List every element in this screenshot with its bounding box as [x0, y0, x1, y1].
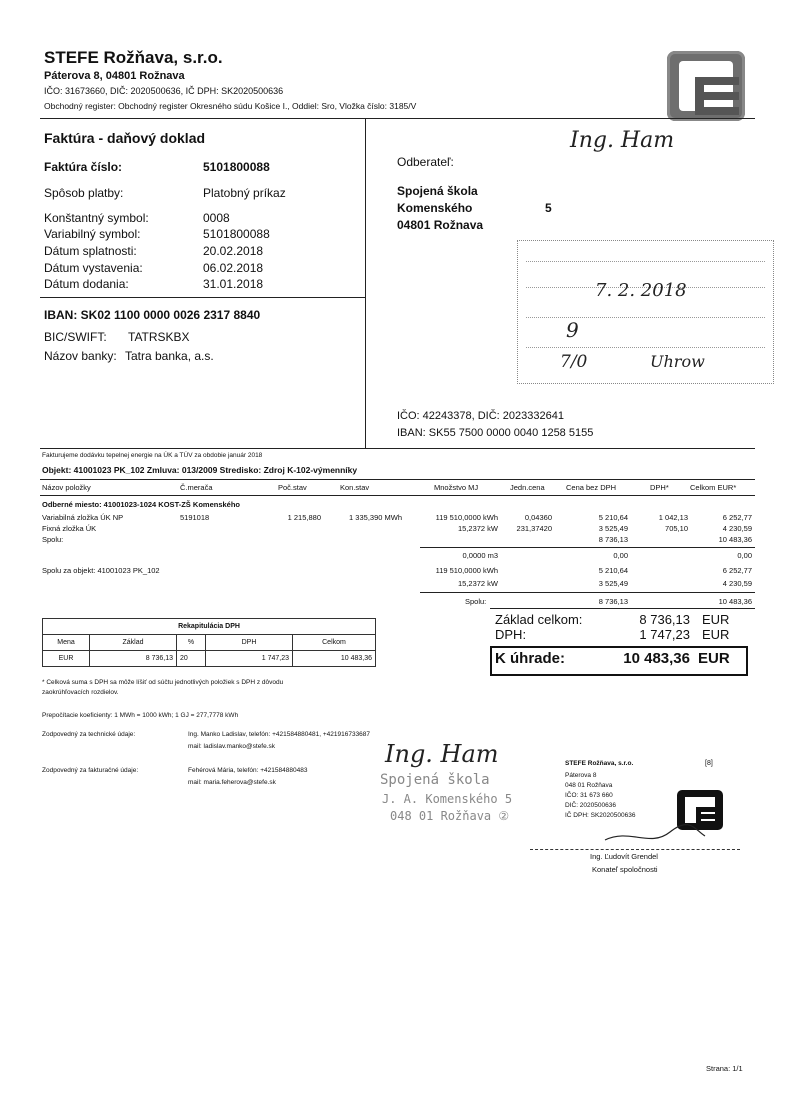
amount-due: 10 483,36: [623, 650, 690, 667]
obj-row-net: 3 525,49: [598, 579, 628, 588]
col-header-total: Celkom EUR*: [690, 483, 737, 492]
handwritten-number: 9: [566, 318, 579, 342]
col-header-name: Názov položky: [42, 483, 91, 492]
const-symbol: 0008: [203, 211, 230, 225]
received-stamp: [517, 240, 774, 384]
row-net: 8 736,13: [598, 535, 628, 544]
bank-value: Tatra banka, a.s.: [125, 349, 214, 363]
amount-due-currency: EUR: [698, 650, 730, 667]
row-net: 3 525,49: [598, 524, 628, 533]
conversion-coefficients: Prepočítacie koeficienty: 1 MWh = 1000 kWh; 1 GJ = 277,7778 kWh: [42, 712, 239, 719]
note-rounding: * Celková suma s DPH sa môže líšiť od súčtu jednotlivých položiek s DPH z dôvodu: [42, 679, 284, 686]
var-symbol-label: Variabilný symbol:: [44, 227, 141, 241]
spolu-label: Spolu:: [465, 597, 487, 606]
tech-contact-label: Zodpovedný za technické údaje:: [42, 731, 136, 738]
customer-iban: IBAN: SK55 7500 0000 0040 1258 5155: [397, 427, 594, 439]
tech-contact-mail: mail: ladislav.manko@stefe.sk: [188, 743, 276, 750]
issue-date: 06.02.2018: [203, 261, 264, 275]
obj-row-net: 5 210,64: [598, 566, 628, 575]
spolu-line: [490, 608, 755, 609]
recap-header-rate: %: [177, 635, 206, 651]
customer-street-number: 5: [545, 201, 552, 215]
section-divider: [40, 448, 755, 449]
company-stamp-number: [8]: [705, 760, 713, 767]
delivery-date-label: Dátum dodania:: [44, 277, 129, 291]
var-symbol: 5101800088: [203, 227, 270, 241]
handwritten-signature-top: Ing. Ham: [570, 128, 675, 153]
supplier-address: Páterova 8, 04801 Rožnava: [44, 70, 185, 82]
recap-title: Rekapitulácia DPH: [43, 619, 376, 635]
delivery-date: 31.01.2018: [203, 277, 264, 291]
base-total-label: Základ celkom:: [495, 612, 583, 627]
stefe-logo: [667, 51, 745, 121]
row-end: 1 335,390 MWh: [349, 513, 402, 522]
due-date-label: Dátum splatnosti:: [44, 244, 137, 258]
supplier-register: Obchodný register: Obchodný register Okresného súdu Košice I., Oddiel: Sro, Vložka číslo: 3185/V: [44, 101, 417, 111]
billing-intro: Fakturujeme dodávku tepelnej energie na ÚK a TÚV za obdobie január 2018: [42, 452, 263, 459]
company-stamp-line-2: Páterova 8: [565, 772, 597, 779]
bic-value: TATRSKBX: [128, 330, 190, 344]
row-name: Fixná zložka ÚK: [42, 524, 97, 533]
recap-header-total: Celkom: [293, 635, 376, 651]
subtotal-line: [420, 547, 755, 548]
recap-base: 8 736,13: [90, 651, 177, 667]
row-unit: 0,04360: [524, 513, 552, 522]
handwritten-code: 7/0: [560, 352, 588, 372]
obj-row-total: 4 230,59: [722, 579, 752, 588]
vat-total-currency: EUR: [702, 627, 730, 642]
obj-row-total: 6 252,77: [722, 566, 752, 575]
customer-label: Odberateľ:: [397, 155, 454, 169]
amount-due-label: K úhrade:: [495, 650, 566, 667]
spolu-total: 10 483,36: [718, 597, 752, 606]
company-stamp-line-1: STEFE Rožňava, s.r.o.: [565, 760, 634, 767]
signature-line: [530, 849, 740, 850]
row-start: 1 215,880: [287, 513, 321, 522]
total-line: [420, 592, 755, 593]
billing-contact-mail: mail: maria.feherova@stefe.sk: [188, 779, 276, 786]
due-date: 20.02.2018: [203, 244, 264, 258]
recap-header-base: Základ: [90, 635, 177, 651]
signatory-signature: [600, 818, 710, 848]
signatory-role: Konateľ spoločnosti: [592, 865, 658, 874]
table-header-line: [40, 495, 755, 496]
recap-rate: 20: [177, 651, 206, 667]
payment-label: Spôsob platby:: [44, 186, 124, 200]
recap-header-currency: Mena: [43, 635, 90, 651]
vertical-divider: [365, 118, 366, 448]
school-stamp-line-3: 048 01 Rožňava ②: [390, 809, 510, 823]
row-qty: 119 510,0000 kWh: [435, 513, 498, 522]
row-name: Spolu:: [42, 535, 64, 544]
const-symbol-label: Konštantný symbol:: [44, 211, 149, 225]
col-header-start: Poč.stav: [278, 483, 307, 492]
school-stamp-line-1: Spojená škola: [380, 772, 490, 788]
row-total: 6 252,77: [722, 513, 752, 522]
row-meter: 5191018: [180, 513, 210, 522]
row-unit: 231,37420: [516, 524, 552, 533]
company-stamp-line-3: 048 01 Rožňava: [565, 782, 613, 789]
row-vat: 705,10: [665, 524, 688, 533]
tech-contact: Ing. Manko Ladislav, telefón: +421584880481, +421916733687: [188, 731, 371, 738]
col-header-vat: DPH*: [650, 483, 669, 492]
recap-header-vat: DPH: [206, 635, 293, 651]
handwritten-signature-bottom: Ing. Ham: [385, 740, 499, 768]
vat-total-label: DPH:: [495, 627, 527, 642]
row-qty: 15,2372 kW: [457, 524, 498, 533]
left-divider: [40, 297, 365, 298]
consumption-place: Odberné miesto: 41001023-1024 KOST-ZŠ Komenského: [42, 500, 240, 509]
signatory-name: Ing. Ľudovít Grendel: [590, 852, 658, 861]
row-net: 5 210,64: [598, 513, 628, 522]
customer-city: 04801 Rožnava: [397, 218, 484, 232]
row-name: Variabilná zložka ÚK NP: [42, 513, 124, 522]
recap-vat: 1 747,23: [206, 651, 293, 667]
school-stamp-line-2: J. A. Komenského 5: [382, 792, 513, 806]
supplier-name: STEFE Rožňava, s.r.o.: [44, 48, 223, 67]
obj-row-qty: 119 510,0000 kWh: [435, 566, 498, 575]
invoice-title: Faktúra - daňový doklad: [44, 130, 206, 146]
customer-ids: IČO: 42243378, DIČ: 2023332641: [397, 410, 564, 422]
recap-total: 10 483,36: [293, 651, 376, 667]
invoice-number: 5101800088: [203, 160, 270, 174]
col-header-qty: Množstvo MJ: [434, 483, 479, 492]
col-header-net: Cena bez DPH: [566, 483, 617, 492]
company-stamp-line-5: DIČ: 2020500636: [565, 802, 616, 809]
company-stamp-line-4: IČO: 31 673 660: [565, 792, 613, 799]
recap-currency: EUR: [43, 651, 90, 667]
col-header-meter: Č.merača: [180, 483, 213, 492]
bank-label: Názov banky:: [44, 349, 117, 363]
obj-row-qty: 0,0000 m3: [462, 551, 498, 560]
header-divider: [40, 118, 755, 119]
obj-row-net: 0,00: [613, 551, 628, 560]
page-number: Strana: 1/1: [706, 1064, 743, 1073]
issue-date-label: Dátum vystavenia:: [44, 261, 143, 275]
billing-contact: Fehérová Mária, telefón: +421584880483: [188, 767, 308, 774]
obj-row-name: Spolu za objekt: 41001023 PK_102: [42, 566, 160, 575]
customer-street: Komenského: [397, 201, 473, 215]
payment-value: Platobný príkaz: [203, 186, 286, 200]
object-line: Objekt: 41001023 PK_102 Zmluva: 013/2009 Stredisko: Zdroj K-102-výmenníky: [42, 465, 358, 475]
billing-contact-label: Zodpovedný za fakturačné údaje:: [42, 767, 139, 774]
obj-row-total: 0,00: [737, 551, 752, 560]
row-total: 4 230,59: [722, 524, 752, 533]
supplier-ids: IČO: 31673660, DIČ: 2020500636, IČ DPH: SK2020500636: [44, 86, 284, 96]
customer-name: Spojená škola: [397, 184, 478, 198]
base-total-currency: EUR: [702, 612, 730, 627]
invoice-number-label: Faktúra číslo:: [44, 160, 123, 174]
col-header-end: Kon.stav: [340, 483, 370, 492]
col-header-unit: Jedn.cena: [510, 483, 545, 492]
note-rounding-2: zaokrúhľovacích rozdielov.: [42, 689, 119, 696]
handwritten-note: Uhrow: [650, 352, 705, 371]
table-top-line: [40, 479, 755, 480]
handwritten-date: 7. 2. 2018: [595, 280, 687, 301]
vat-recap-table: [42, 618, 376, 667]
company-stamp-line-6: IČ DPH: SK2020500636: [565, 812, 636, 819]
vat-total: 1 747,23: [639, 627, 690, 642]
row-vat: 1 042,13: [658, 513, 688, 522]
spolu-net: 8 736,13: [598, 597, 628, 606]
obj-row-qty: 15,2372 kW: [457, 579, 498, 588]
row-total: 10 483,36: [718, 535, 752, 544]
base-total: 8 736,13: [639, 612, 690, 627]
supplier-iban: IBAN: SK02 1100 0000 0026 2317 8840: [44, 308, 261, 322]
bic-label: BIC/SWIFT:: [44, 330, 107, 344]
